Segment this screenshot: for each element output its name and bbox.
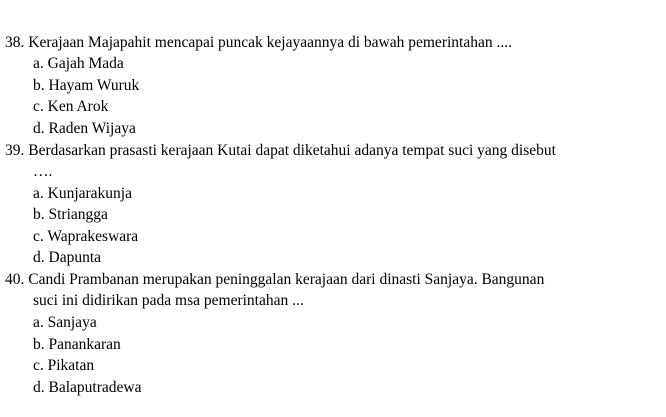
question-text: Kerajaan Majapahit mencapai puncak kejayaannya di bawah pemerintahan .... [28, 34, 512, 51]
option-a: a. Kunjarakunja [33, 185, 132, 202]
option-a: a. Gajah Mada [33, 55, 124, 72]
option-b: b. Hayam Wuruk [33, 77, 140, 94]
question-number: 38. [5, 34, 25, 51]
question-number: 39. [5, 142, 25, 159]
question-39-stem [5, 141, 556, 160]
option-c: c. Ken Arok [33, 98, 109, 115]
option-d: d. Balaputradewa [33, 379, 142, 396]
question-text: Berdasarkan prasasti kerajaan Kutai dapat diketahui adanya tempat suci yang disebut [28, 142, 556, 159]
question-text-continued: suci ini didirikan pada msa pemerintahan ... [33, 292, 304, 309]
option-d: d. Raden Wijaya [33, 120, 136, 137]
option-c: c. Waprakeswara [33, 228, 139, 245]
option-d: d. Dapunta [33, 249, 102, 266]
question-number: 40. [5, 271, 25, 288]
question-text: Candi Prambanan merupakan peninggalan kerajaan dari dinasti Sanjaya. Bangunan [28, 271, 545, 288]
question-38-stem [5, 33, 512, 52]
option-a: a. Sanjaya [33, 314, 97, 331]
option-b: b. Panankaran [33, 336, 121, 353]
option-b: b. Striangga [33, 206, 108, 223]
option-c: c. Pikatan [33, 357, 95, 374]
question-40-stem [5, 270, 544, 289]
question-text-continued: …. [33, 163, 53, 180]
